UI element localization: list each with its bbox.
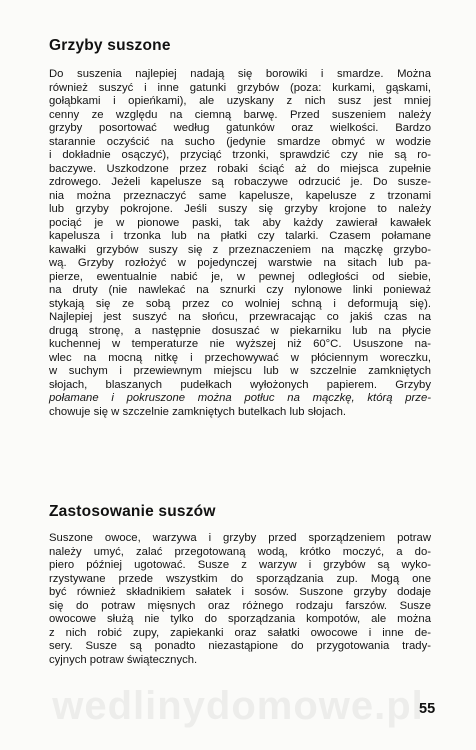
text-line: grzyby posortować według gatunków oraz wielkości. Bardzo: [49, 122, 431, 134]
text-line: wlec na mocną nitkę i przechowywać w płóciennym woreczku,: [49, 351, 431, 364]
text-line: z nich robić zupy, zapiekanki oraz sałatki owocowe i inne de-: [49, 626, 431, 639]
text-line: lub grzyby pokrojone. Jeśli suszy się grzyby krojone to należy: [49, 203, 431, 215]
text-line: sery. Susze są ponadto niezastąpione do przygotowania trady-: [49, 640, 431, 652]
text-line: zdrowego. Jeżeli kapelusze są robaczywe odrzucić je. Do susze-: [49, 176, 431, 188]
text-line: być również składnikiem sałatek i sosów. Suszone grzyby dodaje: [49, 586, 431, 598]
section-title-using-dried-foods: Zastosowanie suszów: [49, 503, 216, 520]
text-line: Do suszenia najlepiej nadają się borowiki i smardze. Można: [49, 68, 431, 80]
text-line: się do potraw mięsnych oraz różnego rodzaju farszów. Susze: [49, 599, 431, 612]
text-line: kawałki grzybów suszy się z przeznaczeniem na mączkę grzybo-: [49, 243, 431, 256]
paragraph-dried-mushrooms: [49, 68, 431, 419]
paragraph-using-dried-foods: [49, 532, 431, 667]
text-line: Suszone owoce, warzywa i grzyby przed sporządzeniem potraw: [49, 532, 431, 544]
text-line: należy umyć, zalać przegotowaną wodą, krótko moczyć, a do-: [49, 545, 431, 558]
text-line: pierze, ewentualnie nabić je, w pewnej odległości od siebie,: [49, 270, 431, 283]
text-line: gołąbkami i opieńkami), ale uzyskany z nich susz jest mniej: [49, 95, 431, 107]
text-line: na druty (nie nawlekać na sznurki czy nylonowe linki ponieważ: [49, 284, 431, 296]
text-line: kapelusza i trzonka lub na płatki czy talarki. Czasem połamane: [49, 230, 431, 242]
text-line: owocowe służą nie tylko do sporządzania kompotów, ale można: [49, 613, 431, 625]
text-line: i dokładnie osączyć), przyciąć trzonki, sprawdzić czy nie są ro-: [49, 149, 431, 161]
page-number: 55: [419, 701, 436, 717]
text-line: chowuje się w szczelnie zamkniętych butelkach lub słojach.: [49, 405, 347, 418]
text-line: Najlepiej jest suszyć na słońcu, przewracając co jakiś czas na: [49, 311, 431, 323]
watermark: wedlinydomowe.pl: [52, 684, 424, 728]
text-line: nia można przeznaczyć same kapelusze, kapelusze z trzonami: [49, 189, 431, 202]
text-line: pociąć je w pionowe paski, tak aby każdy zawierał kawałek: [49, 216, 431, 229]
text-line: rzystywane przede wszystkim do sporządzania zup. Mogą one: [49, 572, 431, 585]
section-title-dried-mushrooms: Grzyby suszone: [49, 37, 171, 54]
text-line: baczywe. Uszkodzone przez robaki ściąć aż do miejsca zupełnie: [49, 162, 431, 175]
text-line: kuchennej w temperaturze nie wyższej niż 60°C. Ususzone na-: [49, 338, 431, 350]
text-line: stykają się ze sobą przez co wolniej schną i deformują się).: [49, 297, 431, 310]
text-line: wą. Grzyby rozłożyć w pojedynczej warstwie na sitach lub pa-: [49, 257, 431, 269]
text-line-italic: połamane i pokruszone można potłuc na mączkę, którą prze-: [49, 392, 431, 404]
text-line: w suchym i przewiewnym miejscu lub w szczelnie zamkniętych: [49, 365, 431, 377]
text-line: cenny ze względu na ciemną barwę. Przed suszeniem należy: [49, 108, 431, 121]
text-line: również suszyć i inne gatunki grzybów (poza: kurkami, gąskami,: [49, 81, 431, 94]
text-line: starannie oczyścić na sucho (jedynie smardze obmyć w wodzie: [49, 135, 431, 148]
text-line: piero później ugotować. Susze z warzyw i grzybów są wyko-: [49, 559, 431, 571]
text-line: słojach, blaszanych pudełkach wyłożonych papierem. Grzyby: [49, 378, 431, 391]
text-line: cyjnych potraw świątecznych.: [49, 653, 198, 666]
text-line: drugą stronę, a następnie dosuszać w piekarniku lub na płycie: [49, 324, 431, 337]
